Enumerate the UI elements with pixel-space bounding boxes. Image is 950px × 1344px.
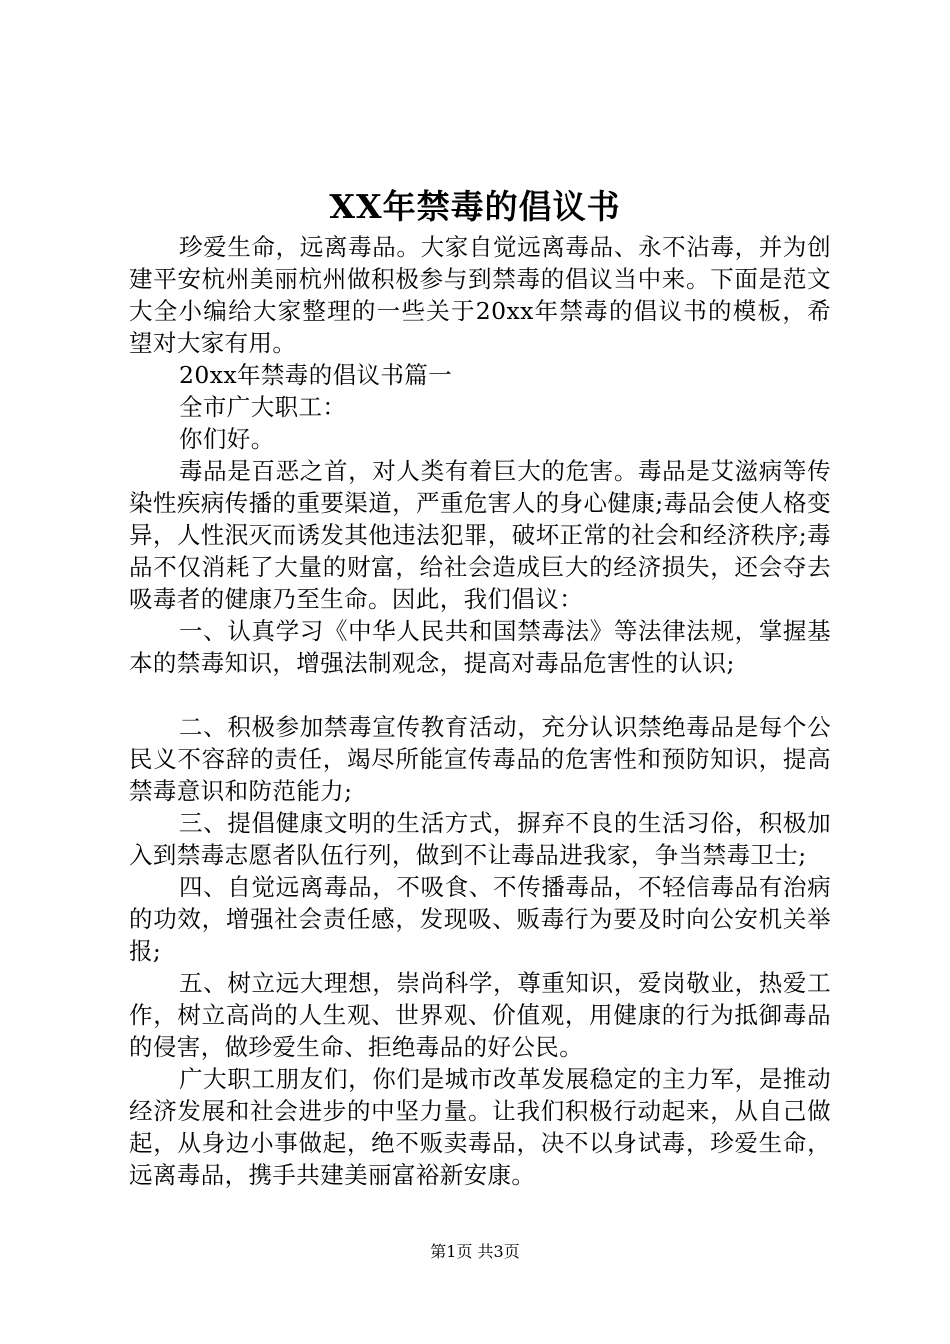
- page-footer: 第1页 共3页: [430, 1242, 520, 1261]
- proposal-item-4: 四、自觉远离毒品，不吸食、不传播毒品，不轻信毒品有治病的功效，增强社会责任感，发现吸、贩毒行为要及时向公安机关举报;: [129, 873, 831, 965]
- proposal-item-2: 二、积极参加禁毒宣传教育活动，充分认识禁绝毒品是每个公民义不容辞的责任，竭尽所能宣传毒品的危害性和预防知识，提高禁毒意识和防范能力;: [129, 713, 831, 805]
- proposal-item-1: 一、认真学习《中华人民共和国禁毒法》等法律法规，掌握基本的禁毒知识，增强法制观念，提高对毒品危害性的认识;: [129, 617, 831, 677]
- closing-paragraph: 广大职工朋友们，你们是城市改革发展稳定的主力军，是推动经济发展和社会进步的中坚力量。让我们积极行动起来，从自己做起，从身边小事做起，绝不贩卖毒品，决不以身试毒，珍爱生命，远离毒品，携手共建美丽富裕新安康。: [129, 1065, 831, 1189]
- greeting: 你们好。: [179, 425, 275, 453]
- section-heading: 20xx年禁毒的倡议书篇一: [179, 361, 453, 389]
- document-title: XX年禁毒的倡议书: [329, 187, 621, 226]
- body-paragraph: 毒品是百恶之首，对人类有着巨大的危害。毒品是艾滋病等传染性疾病传播的重要渠道，严重危害人的身心健康;毒品会使人格变异，人性泯灭而诱发其他违法犯罪，破坏正常的社会和经济秩序;毒品不仅消耗了大量的财富，给社会造成巨大的经济损失，还会夺去吸毒者的健康乃至生命。因此，我们倡议：: [129, 457, 831, 613]
- proposal-item-3: 三、提倡健康文明的生活方式，摒弃不良的生活习俗，积极加入到禁毒志愿者队伍行列，做到不让毒品进我家，争当禁毒卫士;: [129, 809, 831, 869]
- proposal-item-5: 五、树立远大理想，崇尚科学，尊重知识，爱岗敬业，热爱工作，树立高尚的人生观、世界观、价值观，用健康的行为抵御毒品的侵害，做珍爱生命、拒绝毒品的好公民。: [129, 969, 831, 1061]
- salutation: 全市广大职工：: [179, 393, 347, 421]
- intro-paragraph: 珍爱生命，远离毒品。大家自觉远离毒品、永不沾毒，并为创建平安杭州美丽杭州做积极参与到禁毒的倡议当中来。下面是范文大全小编给大家整理的一些关于20xx年禁毒的倡议书的模板，希望对大家有用。: [129, 233, 831, 357]
- document-body: [129, 231, 831, 1191]
